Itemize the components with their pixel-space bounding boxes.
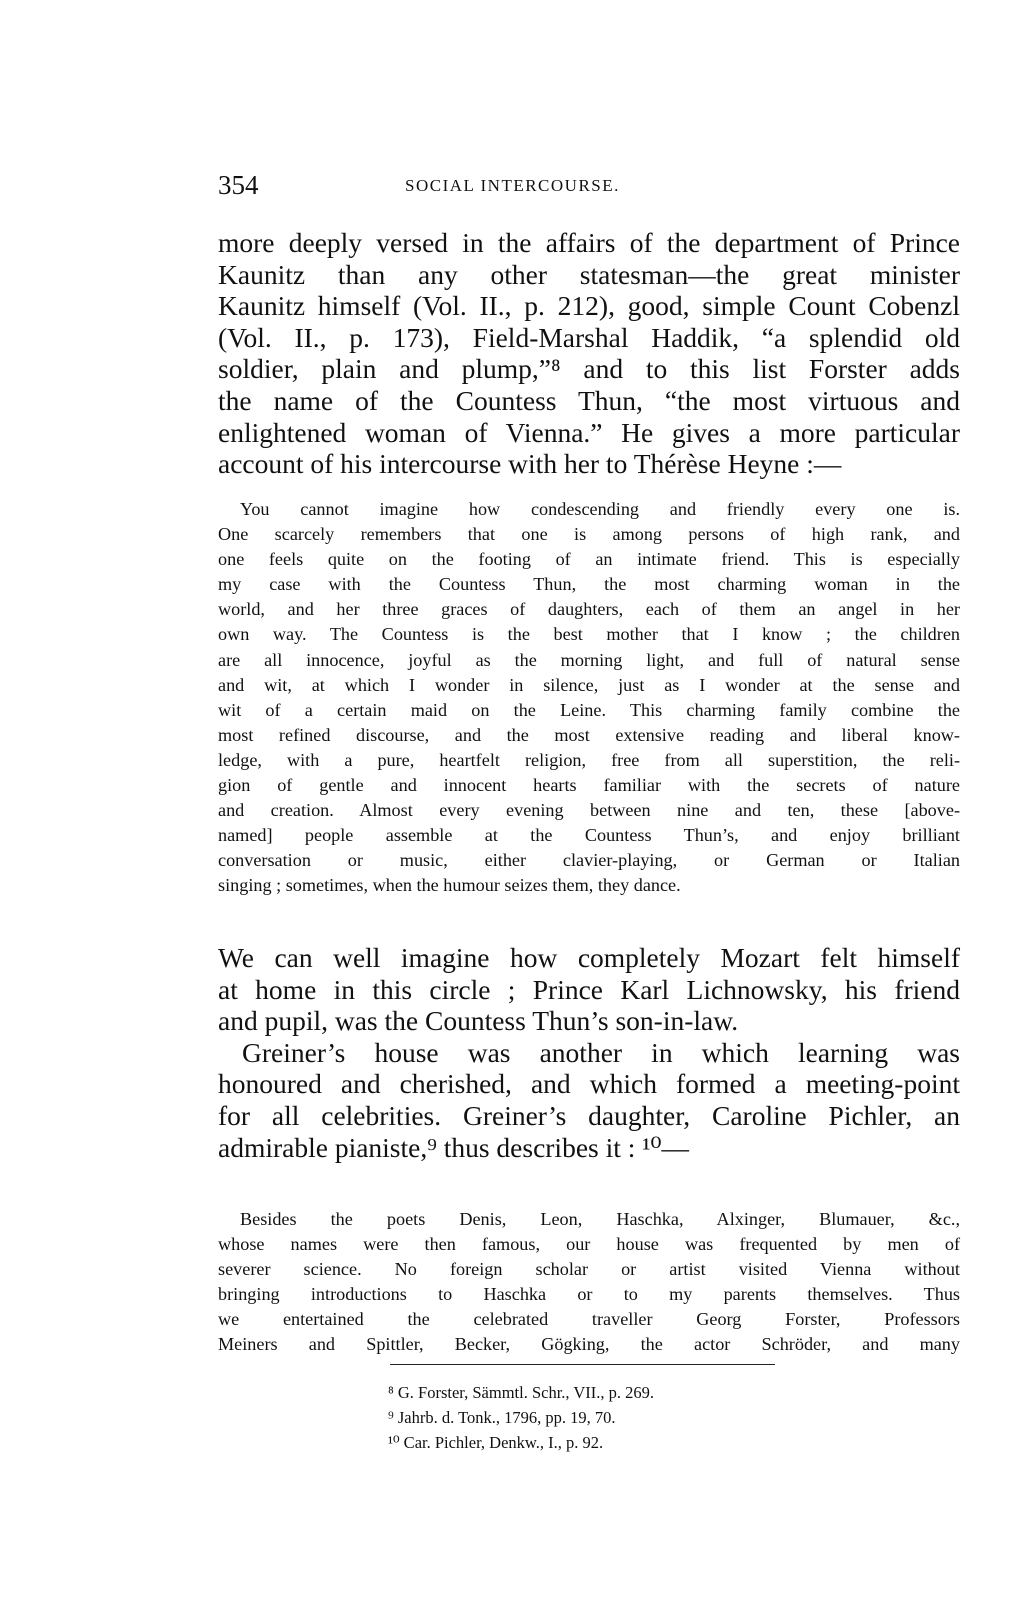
body-paragraph-1	[218, 227, 960, 480]
text-line: are all innocence, joyful as the morning light, and full of natural sense	[218, 649, 960, 670]
text-line: the name of the Countess Thun, “the most virtuous and	[218, 384, 960, 416]
footnote: ¹⁰ Car. Pichler, Denkw., I., p. 92.	[388, 1433, 604, 1452]
body-paragraph-2	[218, 942, 960, 1163]
footnotes	[388, 1380, 654, 1455]
text-line: wit of a certain maid on the Leine. This charming family combine the	[218, 699, 960, 720]
text-line: bringing introductions to Haschka or to my parents themselves. Thus	[218, 1284, 960, 1305]
text-line: singing ; sometimes, when the humour seizes them, they dance.	[218, 875, 681, 896]
text-line: world, and her three graces of daughters, each of them an angel in her	[218, 599, 960, 620]
text-line: for all celebrities. Greiner’s daughter, Caroline Pichler, an	[218, 1099, 960, 1131]
text-line: more deeply versed in the affairs of the department of Prince	[218, 227, 960, 258]
text-line: enlightened woman of Vienna.” He gives a more particular	[218, 416, 960, 448]
block-quote-2	[218, 1207, 960, 1358]
block-quote-1	[218, 497, 960, 899]
text-line: and wit, at which I wonder in silence, just as I wonder at the sense and	[218, 674, 960, 695]
text-line: Kaunitz than any other statesman—the great minister	[218, 258, 960, 290]
text-line: Meiners and Spittler, Becker, Gögking, the actor Schröder, and many	[218, 1334, 960, 1355]
footnote: ⁸ G. Forster, Sämmtl. Schr., VII., p. 269.	[388, 1383, 655, 1402]
text-line: account of his intercourse with her to Thérèse Heyne :—	[218, 448, 842, 480]
text-line: named] people assemble at the Countess Thun’s, and enjoy brilliant	[218, 825, 960, 846]
text-line: (Vol. II., p. 173), Field-Marshal Haddik, “a splendid old	[218, 321, 960, 353]
text-line: soldier, plain and plump,”⁸ and to this list Forster adds	[218, 353, 960, 385]
text-line: admirable pianiste,⁹ thus describes it : ¹⁰—	[218, 1131, 690, 1163]
running-head: SOCIAL INTERCOURSE.	[405, 176, 620, 195]
text-line: Kaunitz himself (Vol. II., p. 212), good, simple Count Cobenzl	[218, 290, 960, 322]
text-line: conversation or music, either clavier-playing, or German or Italian	[218, 850, 960, 871]
text-line: whose names were then famous, our house was frequented by men of	[218, 1234, 960, 1255]
text-line: We can well imagine how completely Mozart felt himself	[218, 942, 960, 973]
text-line: at home in this circle ; Prince Karl Lichnowsky, his friend	[218, 973, 960, 1005]
text-line: Greiner’s house was another in which learning was	[242, 1036, 960, 1068]
text-line: You cannot imagine how condescending and friendly every one is.	[240, 499, 960, 519]
text-line: most refined discourse, and the most extensive reading and liberal know-	[218, 724, 960, 745]
text-line: own way. The Countess is the best mother that I know ; the children	[218, 624, 960, 645]
text-line: we entertained the celebrated traveller Georg Forster, Professors	[218, 1309, 960, 1330]
footnote: ⁹ Jahrb. d. Tonk., 1796, pp. 19, 70.	[388, 1408, 616, 1427]
text-line: Besides the poets Denis, Leon, Haschka, Alxinger, Blumauer, &c.,	[240, 1209, 960, 1229]
footnote-rule	[390, 1364, 775, 1365]
text-line: my case with the Countess Thun, the most charming woman in the	[218, 574, 960, 595]
text-line: ledge, with a pure, heartfelt religion, free from all superstition, the reli-	[218, 749, 960, 770]
text-line: and creation. Almost every evening between nine and ten, these [above-	[218, 800, 960, 821]
text-line: severer science. No foreign scholar or artist visited Vienna without	[218, 1259, 960, 1280]
text-line: gion of gentle and innocent hearts familiar with the secrets of nature	[218, 775, 960, 796]
text-line: One scarcely remembers that one is among persons of high rank, and	[218, 524, 960, 545]
page-number: 354	[218, 170, 259, 200]
text-line: honoured and cherished, and which formed a meeting-point	[218, 1068, 960, 1100]
text-line: and pupil, was the Countess Thun’s son-in-law.	[218, 1005, 739, 1037]
text-line: one feels quite on the footing of an intimate friend. This is especially	[218, 549, 960, 570]
